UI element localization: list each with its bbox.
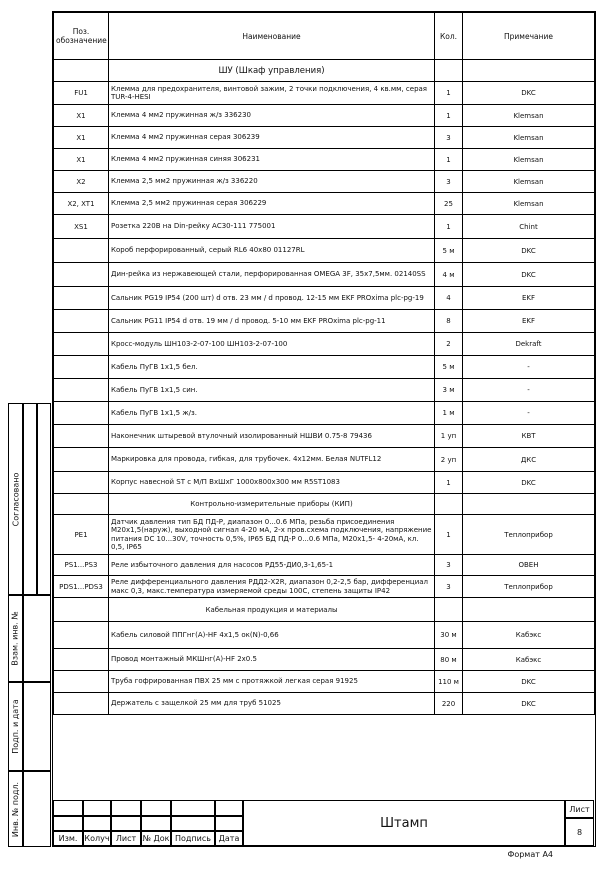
cell-name: Короб перфорированный, серый RL6 40x80 01127RL (109, 239, 435, 263)
cell-pos (54, 287, 109, 310)
cell-note: DKC (463, 671, 595, 693)
cell-name: Клемма 2,5 мм2 пружинная ж/з 336220 (109, 171, 435, 193)
cell-qty: 5 м (435, 239, 463, 263)
cell-note: EKF (463, 287, 595, 310)
cell-note: Кабэкс (463, 622, 595, 649)
cell-qty: 25 (435, 193, 463, 215)
cell-qty: 2 уп (435, 448, 463, 472)
cell-name: Кабель ПуГВ 1х1,5 бел. (109, 356, 435, 379)
cell-qty: 3 (435, 127, 463, 149)
cell-pos (54, 671, 109, 693)
cell-pos: X1 (54, 127, 109, 149)
cell-pos (54, 239, 109, 263)
cell-pos (54, 263, 109, 287)
table-row (54, 105, 595, 127)
cell-name: Клемма 4 мм2 пружинная серая 306239 (109, 127, 435, 149)
table-row (54, 425, 595, 448)
stamp-data: Дата (215, 831, 243, 846)
cell-pos: PE1 (54, 515, 109, 555)
section-row (54, 60, 595, 82)
table-row (54, 127, 595, 149)
cell-note: КВТ (463, 425, 595, 448)
cell-qty: 1 (435, 515, 463, 555)
inv-replace-label: Взам. инв. № (11, 611, 21, 666)
cell-qty: 4 м (435, 263, 463, 287)
cell-pos (54, 425, 109, 448)
cell-pos (54, 333, 109, 356)
cell-pos: X1 (54, 105, 109, 127)
table-row (54, 472, 595, 494)
cell-name: Сальник PG19 IP54 (200 шт) d отв. 23 мм / d провод. 12-15 мм EKF PROxima plc-pg-19 (109, 287, 435, 310)
cell-pos (54, 379, 109, 402)
cell-qty: 3 м (435, 379, 463, 402)
cell-name: Клемма 4 мм2 пружинная синяя 306231 (109, 149, 435, 171)
stamp-izm: Изм. (53, 831, 83, 846)
cell-note: Кабэкс (463, 649, 595, 671)
table-row (54, 649, 595, 671)
stamp-koluch: Колуч (83, 831, 111, 846)
cell-note: Chint (463, 215, 595, 239)
cell-qty: 1 (435, 472, 463, 494)
cell-qty: 4 (435, 287, 463, 310)
table-row (54, 379, 595, 402)
table-row (54, 448, 595, 472)
header-note: Примечание (463, 13, 595, 60)
cell-note: DKC (463, 693, 595, 715)
cell-pos: X2, XT1 (54, 193, 109, 215)
table-row (54, 333, 595, 356)
cell-name: Маркировка для провода, гибкая, для трубочек. 4х12мм. Белая NUTFL12 (109, 448, 435, 472)
cell-name: Кабель ПуГВ 1х1,5 син. (109, 379, 435, 402)
cell-name: Розетка 220В на Din-рейку АС30-111 775001 (109, 215, 435, 239)
cell-qty: 1 уп (435, 425, 463, 448)
cell-note: Klemsan (463, 127, 595, 149)
table-row (54, 576, 595, 598)
cell-note: Теплоприбор (463, 576, 595, 598)
table-row (54, 622, 595, 649)
cell-qty: 1 (435, 149, 463, 171)
drawing-sheet (52, 11, 596, 847)
header-name: Наименование (109, 13, 435, 60)
table-row (54, 515, 595, 555)
cell-name: Провод монтажный МКШнг(А)-HF 2х0.5 (109, 649, 435, 671)
title-block (53, 800, 594, 846)
format-label: Формат А4 (507, 850, 553, 859)
cell-pos (54, 622, 109, 649)
cell-pos: X1 (54, 149, 109, 171)
cell-name: Труба гофрированная ПВХ 25 мм с протяжкой легкая серая 91925 (109, 671, 435, 693)
table-row (54, 171, 595, 193)
cell-qty: 1 м (435, 402, 463, 425)
cell-qty: 1 (435, 105, 463, 127)
cell-pos (54, 356, 109, 379)
cell-qty: 3 (435, 171, 463, 193)
cell-qty: 1 (435, 82, 463, 105)
header-qty: Кол. (435, 13, 463, 60)
cell-pos: PDS1...PDS3 (54, 576, 109, 598)
cell-note: - (463, 356, 595, 379)
cell-qty: 220 (435, 693, 463, 715)
stamp-ndok: № Док (141, 831, 171, 846)
cell-note: ОВЕН (463, 555, 595, 576)
cell-note: - (463, 402, 595, 425)
section-title: Контрольно-измерительные приборы (КИП) (109, 494, 435, 515)
cell-note: Теплоприбор (463, 515, 595, 555)
cell-name: Реле дифференциального давления РДД2-Х2R, диапазон 0,2-2,5 бар, дифференциал макс 0,3, макс.температура измеряемой среды 100С, степень защиты IP42 (109, 576, 435, 598)
cell-note: Dekraft (463, 333, 595, 356)
header-pos: Поз. обозначение (54, 13, 109, 60)
stamp-sheet-label: Лист (565, 800, 594, 818)
cell-name: Наконечник штыревой втулочный изолированный НШВИ 0.75-8 79436 (109, 425, 435, 448)
cell-note: - (463, 379, 595, 402)
cell-qty: 3 (435, 576, 463, 598)
stamp-sheet-number: 8 (565, 818, 594, 846)
cell-name: Держатель с защелкой 25 мм для труб 51025 (109, 693, 435, 715)
inv-original-label: Инв. № подл. (11, 781, 21, 837)
cell-name: Клемма 4 мм2 пружинная ж/з 336230 (109, 105, 435, 127)
cell-qty: 110 м (435, 671, 463, 693)
sign-date-label: Подп. и дата (11, 699, 20, 754)
cell-note: DKC (463, 82, 595, 105)
cell-qty: 5 м (435, 356, 463, 379)
cell-name: Корпус навесной ST с М/П ВхШхГ 1000x800x300 мм R5ST1083 (109, 472, 435, 494)
stamp-list: Лист (111, 831, 141, 846)
cell-note: DKC (463, 239, 595, 263)
table-row (54, 193, 595, 215)
section-title: ШУ (Шкаф управления) (109, 60, 435, 82)
specification-table (53, 12, 595, 715)
cell-note: EKF (463, 310, 595, 333)
table-row (54, 215, 595, 239)
table-row (54, 555, 595, 576)
table-row (54, 263, 595, 287)
cell-name: Датчик давления тип БД ПД-Р, диапазон 0...0.6 МПа, резьба присоединения М20х1,5(наруж), выходной сигнал 4-20 мА, 2-х пров.схема подключения, напряжение питания DC 10...30V, точность 0,5%, IP65 БД ПД-Р 0...0.6 МПа, М20х1,5- 4-20мА, кл. 0,5, IP65 (109, 515, 435, 555)
cell-name: Кабель ПуГВ 1х1,5 ж/з. (109, 402, 435, 425)
cell-pos (54, 472, 109, 494)
cell-name: Кабель силовой ППГнг(А)-HF 4х1,5 ок(N)-0,66 (109, 622, 435, 649)
cell-pos: XS1 (54, 215, 109, 239)
cell-name: Кросс-модуль ШН103-2-07-100 ШН103-2-07-100 (109, 333, 435, 356)
cell-note: Klemsan (463, 193, 595, 215)
cell-note: Klemsan (463, 105, 595, 127)
table-row (54, 693, 595, 715)
cell-pos (54, 310, 109, 333)
cell-pos (54, 649, 109, 671)
side-stamp (8, 403, 51, 847)
table-row (54, 402, 595, 425)
cell-name: Клемма для предохранителя, винтовой зажим, 2 точки подключения, 4 кв.мм, серая TUR-4-HESI (109, 82, 435, 105)
stamp-title: Штамп (243, 800, 565, 846)
cell-note: DKC (463, 263, 595, 287)
cell-qty: 80 м (435, 649, 463, 671)
cell-note: DKC (463, 472, 595, 494)
cell-pos (54, 402, 109, 425)
cell-pos (54, 448, 109, 472)
cell-name: Клемма 2,5 мм2 пружинная серая 306229 (109, 193, 435, 215)
cell-pos: FU1 (54, 82, 109, 105)
cell-qty: 3 (435, 555, 463, 576)
section-title: Кабельная продукция и материалы (109, 598, 435, 622)
cell-name: Дин-рейка из нержавеющей стали, перфорированная OMEGA 3F, 35x7,5мм. 02140SS (109, 263, 435, 287)
table-row (54, 149, 595, 171)
cell-pos (54, 693, 109, 715)
section-row (54, 494, 595, 515)
cell-qty: 1 (435, 215, 463, 239)
section-row (54, 598, 595, 622)
table-row (54, 287, 595, 310)
cell-name: Сальник PG11 IP54 d отв. 19 мм / d провод. 5-10 мм EKF PROxima plc-pg-11 (109, 310, 435, 333)
stamp-podpis: Подпись (171, 831, 215, 846)
table-row (54, 356, 595, 379)
cell-note: Klemsan (463, 149, 595, 171)
table-row (54, 239, 595, 263)
table-row (54, 310, 595, 333)
cell-note: Klemsan (463, 171, 595, 193)
cell-qty: 8 (435, 310, 463, 333)
table-row (54, 82, 595, 105)
table-header (54, 13, 595, 60)
cell-qty: 2 (435, 333, 463, 356)
cell-pos: X2 (54, 171, 109, 193)
cell-qty: 30 м (435, 622, 463, 649)
agreed-label: Согласовано (11, 472, 21, 526)
cell-name: Реле избыточного давления для насосов РД55-ДИ0,3-1,65-1 (109, 555, 435, 576)
cell-pos: PS1...PS3 (54, 555, 109, 576)
cell-note: ДКС (463, 448, 595, 472)
table-row (54, 671, 595, 693)
